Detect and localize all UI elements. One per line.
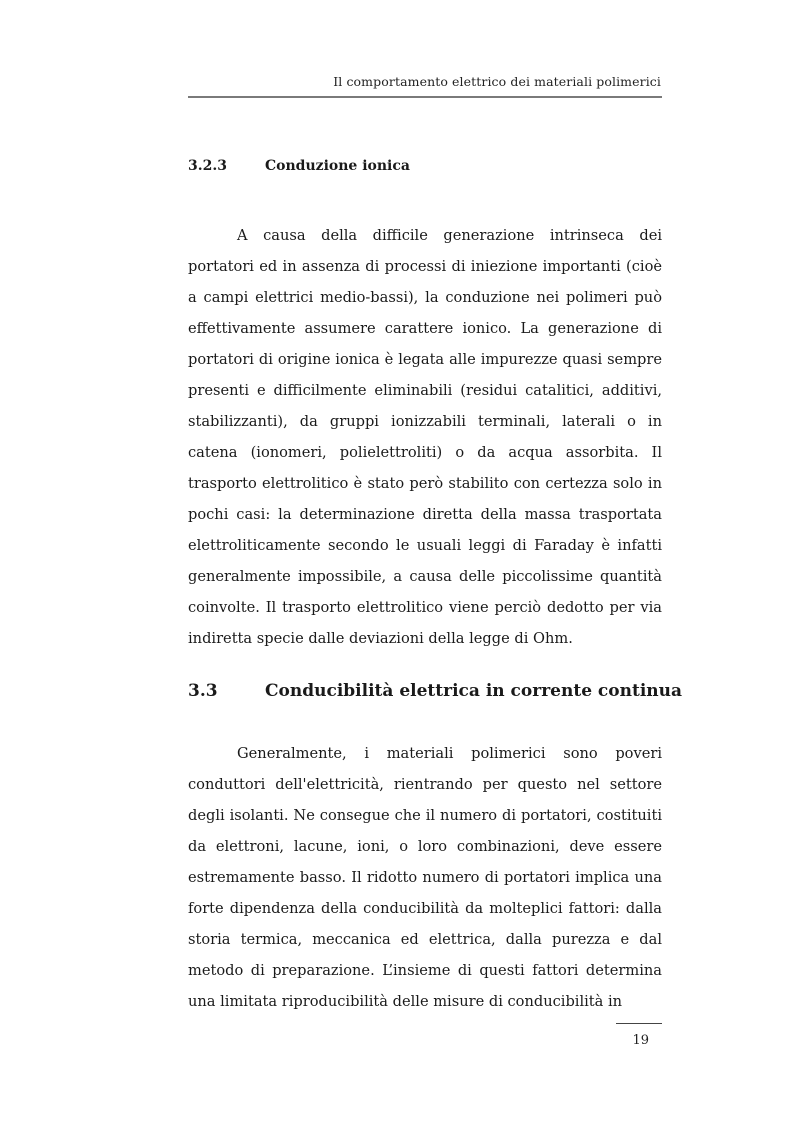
running-header: Il comportamento elettrico dei materiali polimerici xyxy=(333,74,661,89)
body-paragraph-ionic-conduction: A causa della difficile generazione intrinseca dei portatori ed in assenza di processi di iniezione importanti (cioè a campi elettrici medio-bassi), la conduzione nei polimeri può effettivamente assumere carattere ionico. La generazione di portatori di origine ionica è legata alle impurezze quasi sempre presenti e difficilmente eliminabili (residui catalitici, additivi, stabilizzanti), da gruppi ionizzabili terminali, laterali o in catena (ionomeri, polielettroliti) o da acqua assorbita. Il trasporto elettrolitico è stato però stabilito con certezza solo in pochi casi: la determinazione diretta della massa trasportata elettroliticamente secondo le usuali leggi di Faraday è infatti generalmente impossibile, a causa delle piccolissime quantità coinvolte. Il trasporto elettrolitico viene perciò dedotto per via indiretta specie dalle deviazioni della legge di Ohm. xyxy=(188,227,662,647)
section-number: 3.2.3 xyxy=(188,158,227,174)
section-title: Conduzione ionica xyxy=(265,158,410,174)
page-number: 19 xyxy=(632,1033,649,1048)
section-heading-3-3 xyxy=(188,681,683,705)
section-number: 3.3 xyxy=(188,681,218,701)
footer-rule xyxy=(616,1023,662,1024)
section-title: Conducibilità elettrica in corrente continua xyxy=(265,681,683,701)
section-heading-3-2-3 xyxy=(188,158,662,178)
body-paragraph-dc-conductivity: Generalmente, i materiali polimerici sono poveri conduttori dell'elettricità, rientrando per questo nel settore degli isolanti. Ne consegue che il numero di portatori, costituiti da elettroni, lacune, ioni, o loro combinazioni, deve essere estremamente basso. Il ridotto numero di portatori implica una forte dipendenza della conducibilità da molteplici fattori: dalla storia termica, meccanica ed elettrica, dalla purezza e dal metodo di preparazione. L’insieme di questi fattori determina una limitata riproducibilità delle misure di conducibilità in xyxy=(188,745,662,1010)
header-rule xyxy=(188,96,662,98)
